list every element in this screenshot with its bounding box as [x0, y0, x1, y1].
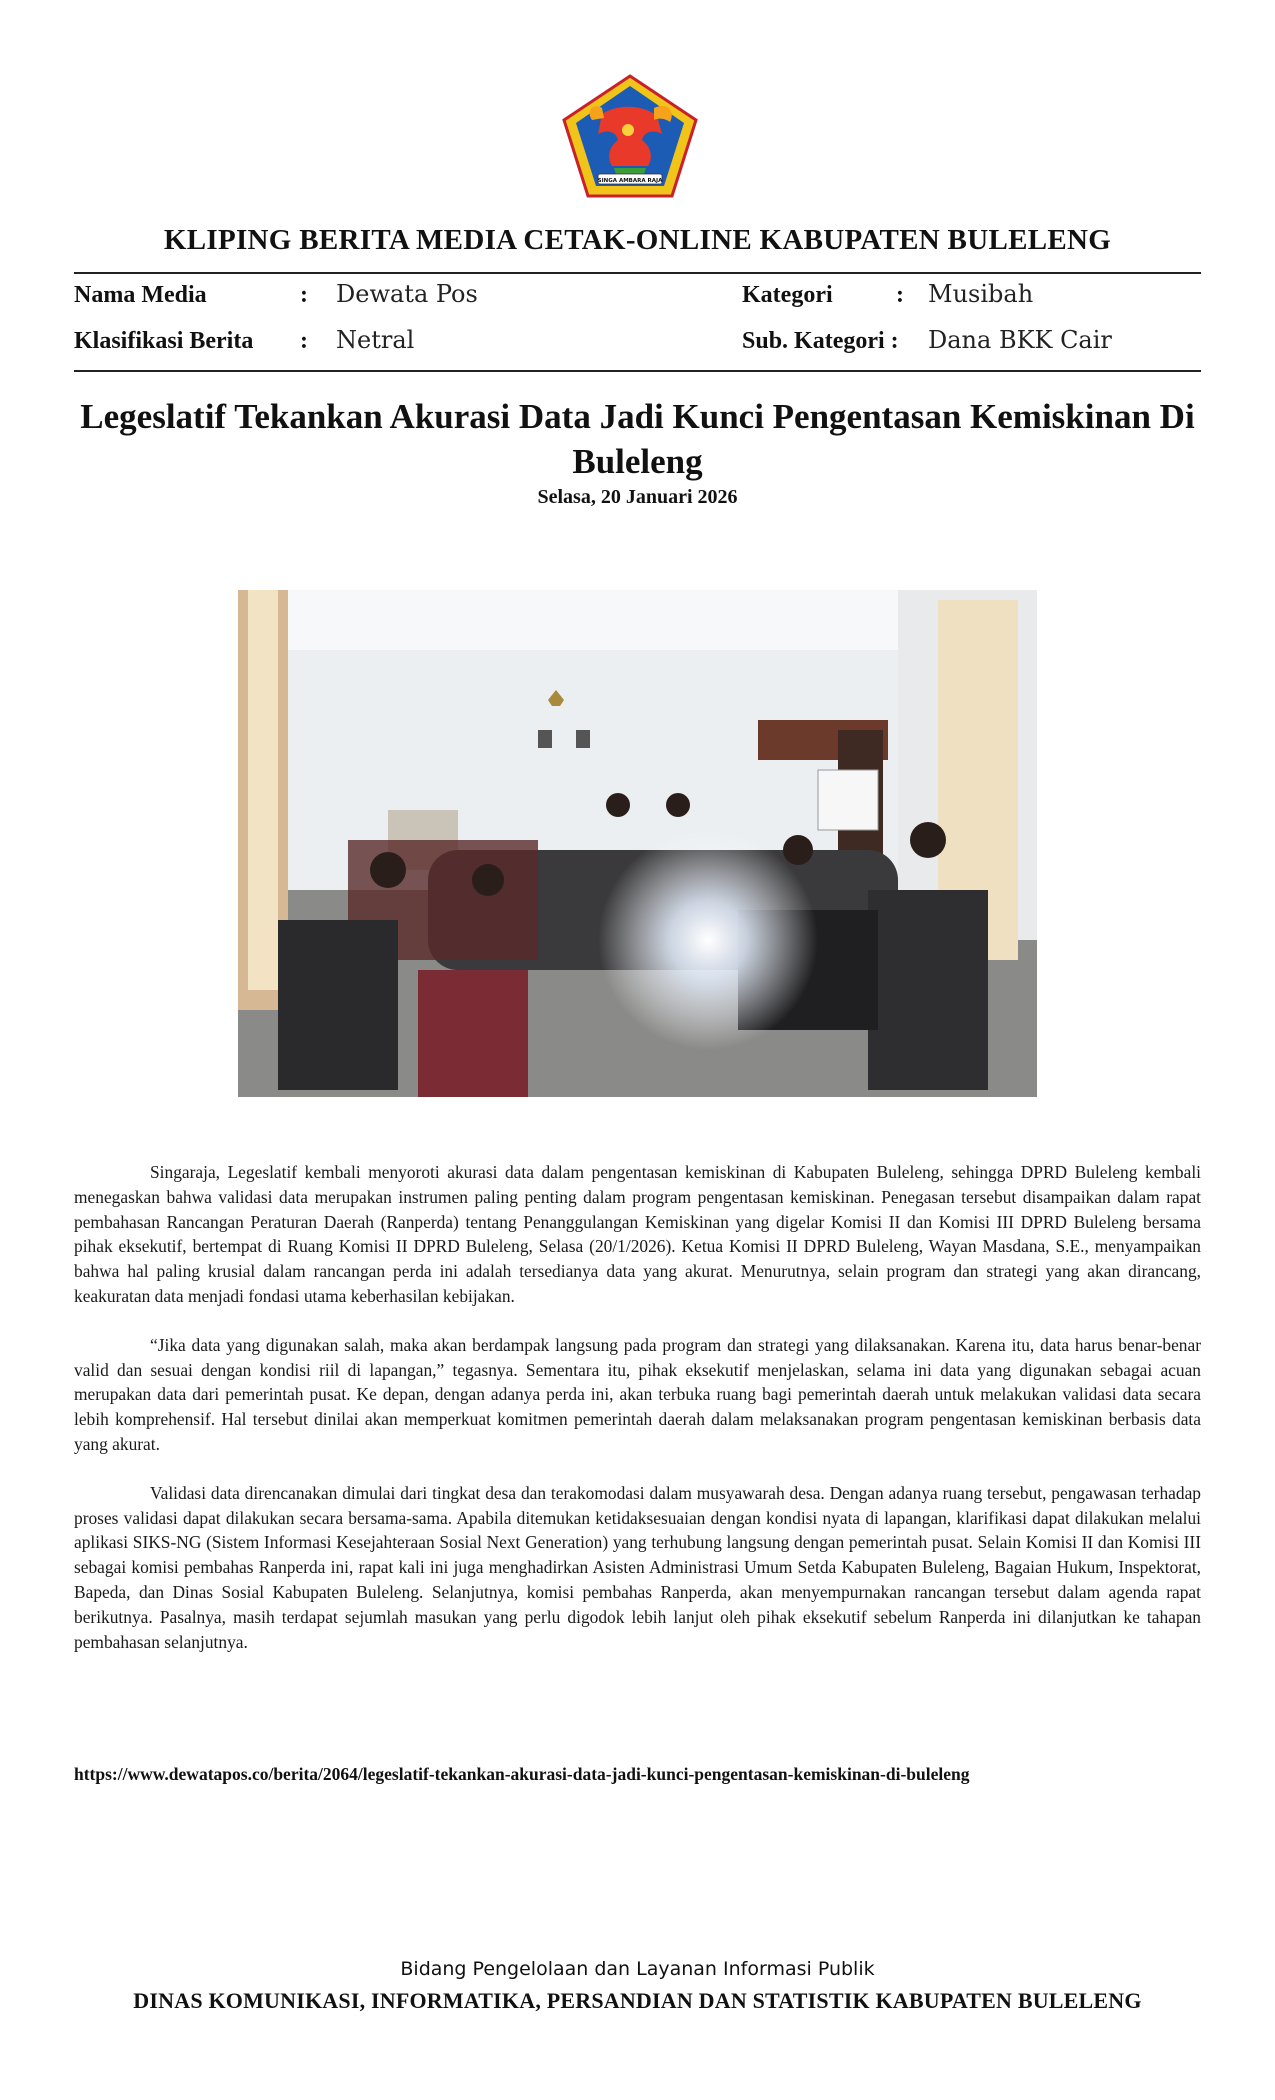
klasifikasi-colon: :: [300, 328, 308, 354]
article-paragraph-1: Singaraja, Legeslatif kembali menyoroti akurasi data dalam pengentasan kemiskinan di Kabupaten Buleleng, sehingga DPRD Buleleng kembali menegaskan bahwa validasi data merupakan instrumen paling penting dalam program pengentasan kemiskinan. Penegasan tersebut disampaikan dalam rapat pembahasan Rancangan Peraturan Daerah (Ranperda) tentang Penanggulangan Kemiskinan yang digelar Komisi II dan Komisi III DPRD Buleleng bersama pihak eksekutif, bertempat di Ruang Komisi II DPRD Buleleng, Selasa (20/1/2026). Ketua Komisi II DPRD Buleleng, Wayan Masdana, S.E., menyampaikan bahwa hal paling krusial dalam rancangan perda ini adalah tersedianya data yang akurat. Menurutnya, selain program dan strategi yang akan dirancang, keakuratan data menjadi fondasi utama keberhasilan kebijakan.: [74, 1162, 1201, 1306]
klasifikasi-label: Klasifikasi Berita: [74, 328, 254, 354]
media-value: Dewata Pos: [336, 280, 478, 308]
buleleng-emblem-logo: [562, 74, 698, 200]
footer-agency: DINAS KOMUNIKASI, INFORMATIKA, PERSANDIAN DAN STATISTIK KABUPATEN BULELENG: [133, 1988, 1142, 2013]
article-headline: Legeslatif Tekankan Akurasi Data Jadi Kunci Pengentasan Kemiskinan Di Buleleng: [80, 397, 1195, 481]
footer-department: Bidang Pengelolaan dan Layanan Informasi Publik: [400, 1958, 875, 1980]
header-divider-top: [74, 272, 1201, 274]
media-colon: :: [300, 282, 308, 308]
article-paragraph-3: Validasi data direncanakan dimulai dari tingkat desa dan terakomodasi dalam musyawarah desa. Dengan adanya ruang tersebut, pengawasan terhadap proses validasi dapat dilakukan secara bersama-sama. Apabila ditemukan ketidaksesuaian dengan kondisi nyata di lapangan, klarifikasi dapat dilakukan melalui aplikasi SIKS-NG (Sistem Informasi Kesejahteraan Sosial Next Generation) yang terhubung langsung dengan pemerintah pusat. Selain Komisi II dan Komisi III sebagai komisi pembahas Ranperda ini, rapat kali ini juga menghadirkan Asisten Administrasi Umum Setda Kabupaten Buleleng, Bagaian Hukum, Inspektorat, Bapeda, dan Dinas Sosial Kabupaten Buleleng. Selanjutnya, komisi pembahas Ranperda, akan menyempurnakan rancangan tersebut dalam agenda rapat berikutnya. Pasalnya, masih terdapat sejumlah masukan yang perlu digodok lebih lanjut oleh pihak eksekutif sebelum Ranperda ini dilanjutkan ke tahapan pembahasan selanjutnya.: [74, 1482, 1201, 1652]
header-title: KLIPING BERITA MEDIA CETAK-ONLINE KABUPATEN BULELENG: [163, 224, 1112, 256]
media-label: Nama Media: [74, 282, 207, 308]
kategori-label: Kategori: [742, 282, 833, 308]
source-url-link[interactable]: https://www.dewatapos.co/berita/2064/legeslatif-tekankan-akurasi-data-jadi-kunci-pengentasan-kemiskinan-di-buleleng: [74, 1764, 970, 1784]
article-paragraph-2: “Jika data yang digunakan salah, maka akan berdampak langsung pada program dan strategi yang dilaksanakan. Karena itu, data harus benar-benar valid dan sesuai dengan kondisi riil di lapangan,” tegasnya. Sementara itu, pihak eksekutif menjelaskan, selama ini data yang digunakan sebagai acuan merupakan data dari pemerintah pusat. Ke depan, dengan adanya perda ini, akan terbuka ruang bagi pemerintah daerah untuk melakukan validasi data secara lebih komprehensif. Hal tersebut dinilai akan memperkuat komitmen pemerintah daerah dalam melaksanakan program pengentasan kemiskinan berbasis data yang akurat.: [74, 1334, 1201, 1454]
kategori-value: Musibah: [928, 280, 1034, 308]
article-date: Selasa, 20 Januari 2026: [537, 486, 738, 508]
subkategori-label: Sub. Kategori :: [742, 328, 899, 354]
header-divider-bottom: [74, 370, 1201, 372]
kategori-colon: :: [896, 282, 904, 308]
article-body: [74, 1160, 1201, 1678]
subkategori-value: Dana BKK Cair: [928, 326, 1112, 354]
klasifikasi-value: Netral: [336, 326, 415, 354]
logo-motto: SINGA AMBARA RAJA: [597, 178, 663, 184]
meeting-photo: [238, 590, 1037, 1097]
